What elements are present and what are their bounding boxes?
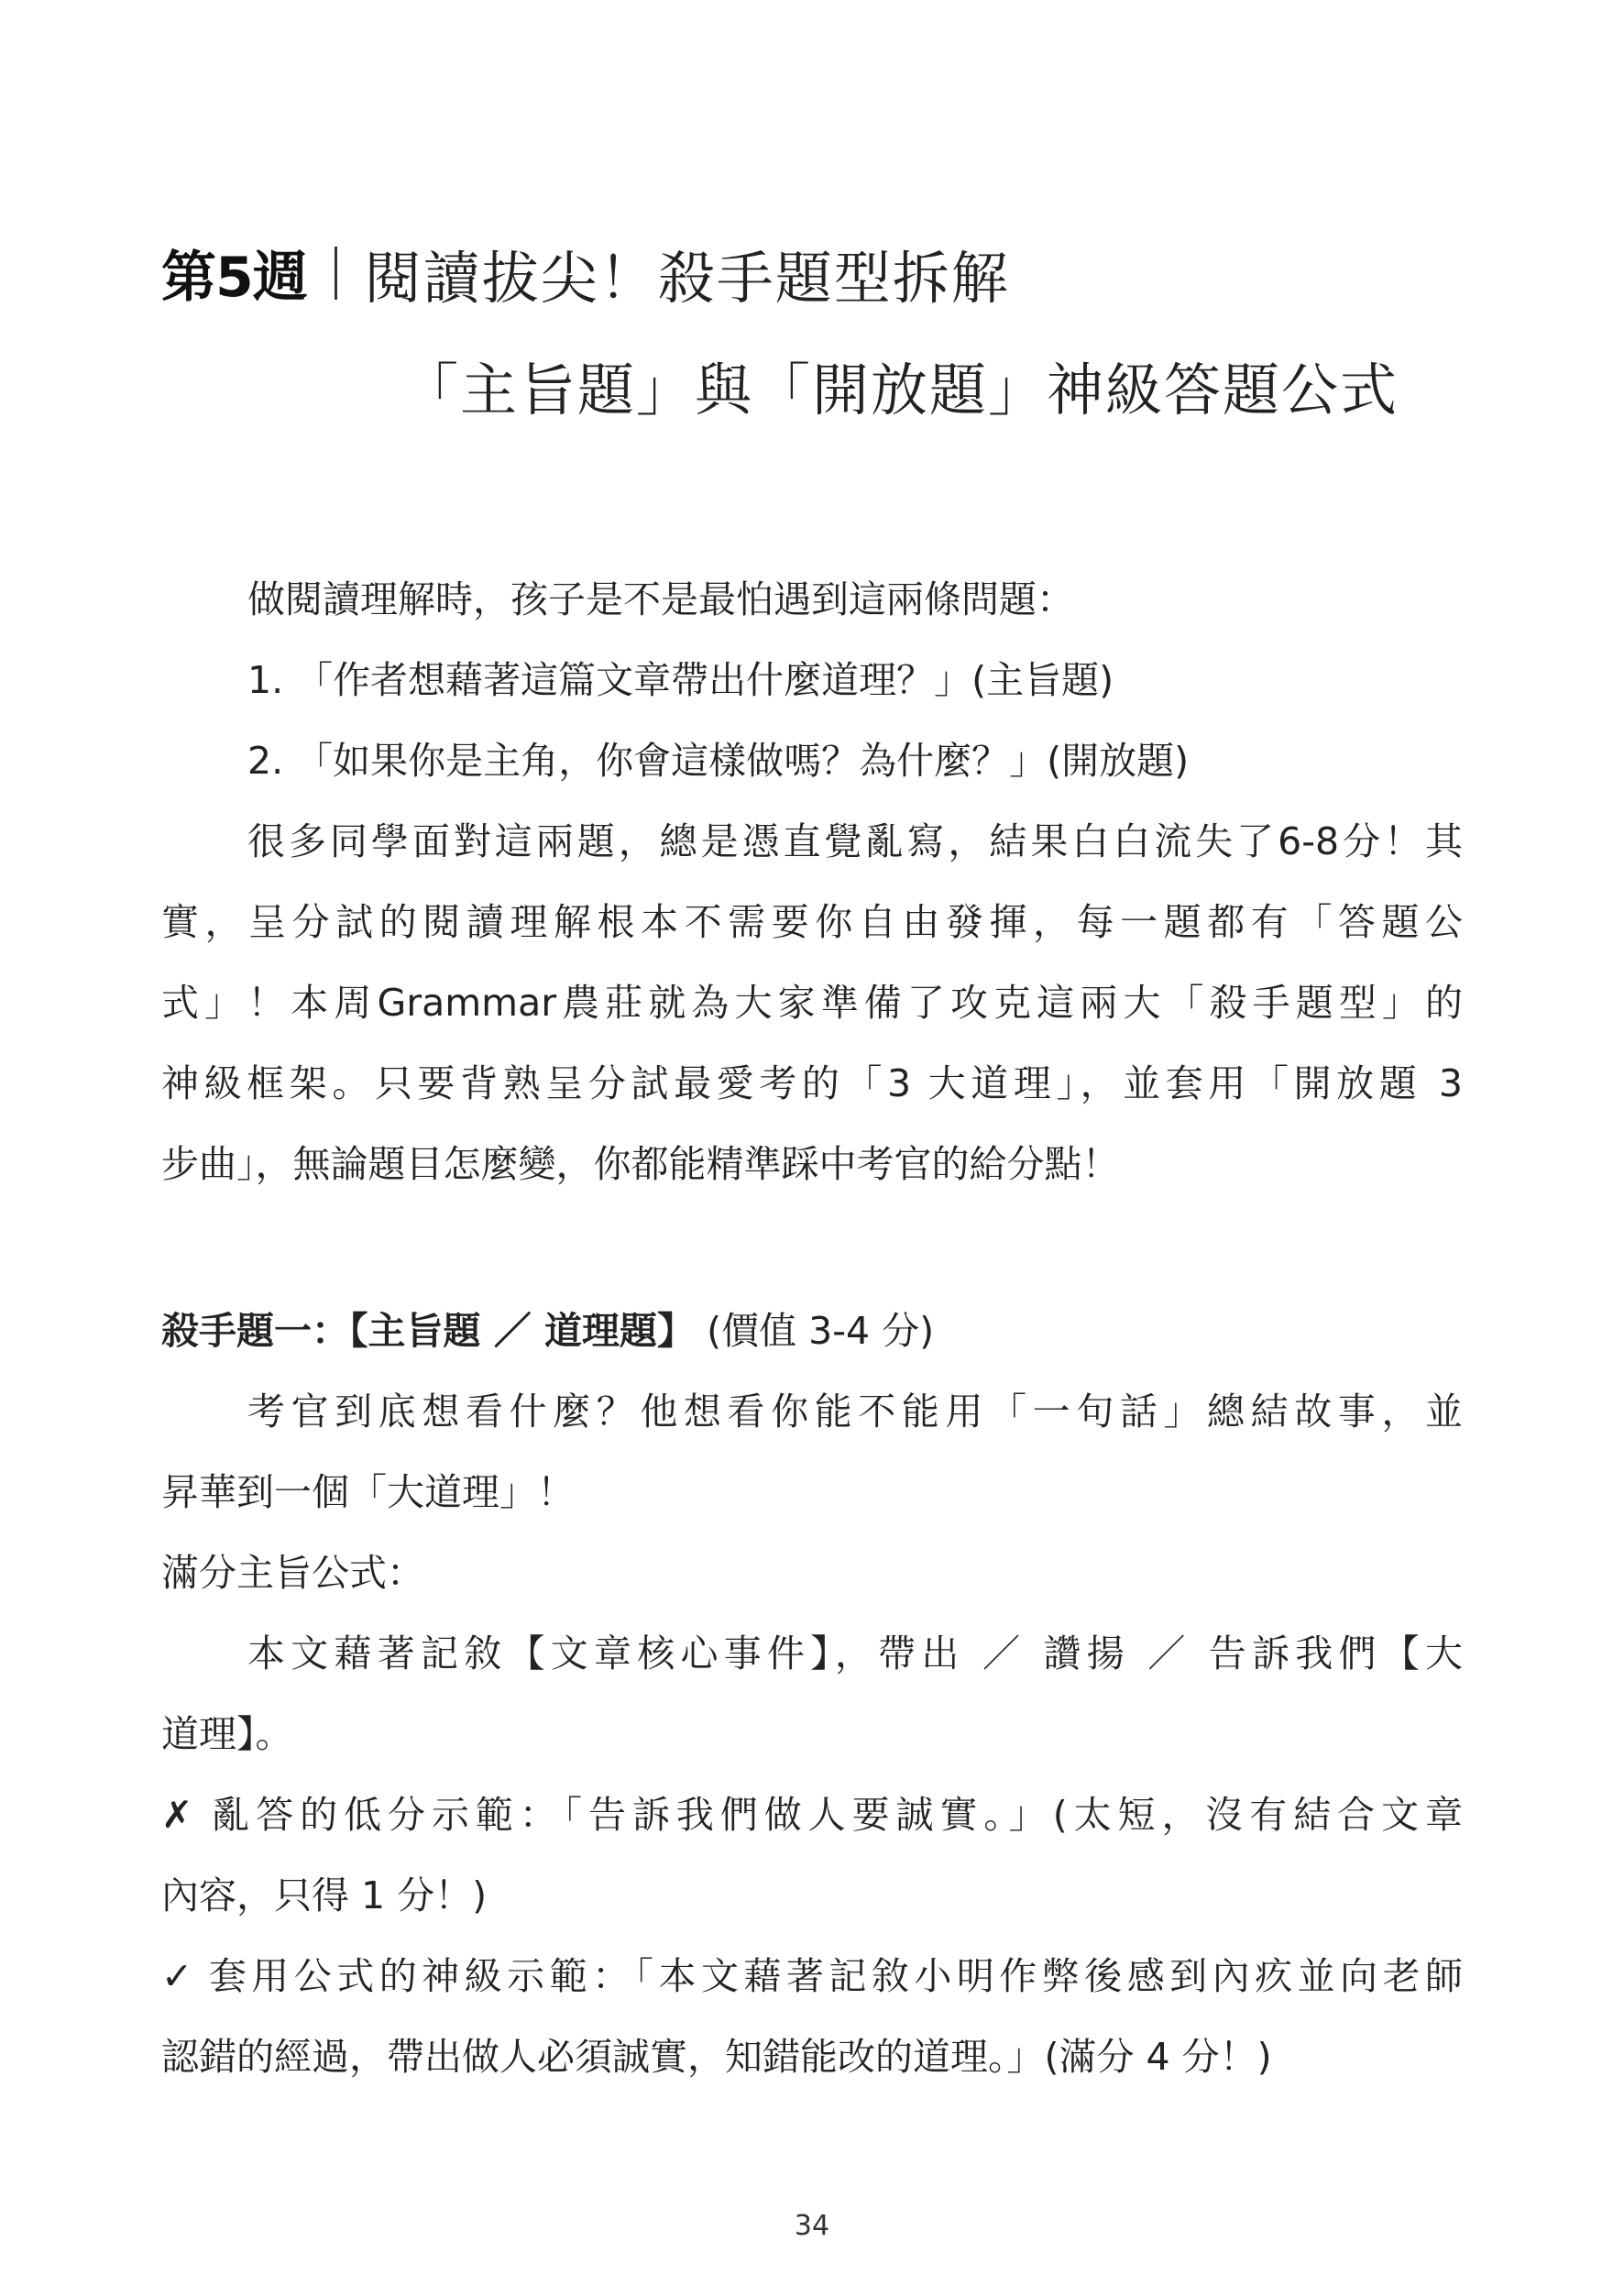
bad-example-row: 內容，只得 1 分！)	[161, 1873, 488, 1917]
good-example-row	[161, 1936, 1463, 2016]
title-divider	[335, 247, 337, 300]
title-main: 閱讀拔尖！殺手題型拆解	[364, 244, 1010, 312]
bad-example-row	[161, 1774, 1463, 1855]
section-1-heading	[161, 1291, 934, 1371]
formula-row: 道理】。	[161, 1712, 293, 1756]
good-example-row: 認錯的經過，帶出做人必須誠實，知錯能改的道理。」(滿分 4 分！)	[161, 2035, 1272, 2079]
paragraph-row: 實，呈分試的閱讀理解根本不需要你自由發揮，每一題都有「答題公	[161, 900, 1463, 944]
bad-example-text: 亂答的低分示範：「告訴我們做人要誠實。」(太短，沒有結合文章	[205, 1793, 1463, 1837]
intro-item-2: 2. 「如果你是主角，你會這樣做嗎？為什麼？」(開放題)	[247, 739, 1190, 783]
good-example	[161, 1936, 1463, 2097]
formula-label: 滿分主旨公式：	[161, 1551, 424, 1595]
intro-question: 做閱讀理解時，孩子是不是最怕遇到這兩條問題：	[247, 577, 1074, 621]
bad-example	[161, 1774, 1463, 1936]
section-1-heading-value: (價值 3-4 分)	[707, 1309, 935, 1353]
title-line-2: 「主旨題」與「開放題」神級答題公式	[401, 357, 1399, 423]
description-row: 考官到底想看什麼？他想看你能不能用「一句話」總結故事，並	[247, 1390, 1463, 1434]
page-number: 34	[794, 2210, 830, 2242]
paragraph-row: 步曲」，無論題目怎麼變，你都能精準踩中考官的給分點！	[161, 1142, 1120, 1186]
paragraph-row: 很多同學面對這兩題，總是憑直覺亂寫，結果白白流失了6-8分！其	[247, 819, 1463, 863]
good-example-text: 套用公式的神級示範：「本文藉著記敘小明作弊後感到內疚並向老師	[203, 1954, 1463, 1998]
paragraph-row: 神級框架。只要背熟呈分試最愛考的「3 大道理」，並套用「開放題 3	[161, 1061, 1463, 1105]
formula-row: 本文藉著記敘【文章核心事件】，帶出 ／ 讚揚 ／ 告訴我們【大	[247, 1631, 1463, 1675]
description-row: 昇華到一個「大道理」！	[161, 1470, 575, 1514]
paragraph-row: 式」！本周Grammar農莊就為大家準備了攻克這兩大「殺手題型」的	[161, 981, 1463, 1025]
cross-icon: ✗	[161, 1793, 193, 1837]
section-1-heading-title: 殺手題一：【主旨題 ／ 道理題】	[161, 1309, 696, 1353]
intro-item-1: 1. 「作者想藉著這篇文章帶出什麼道理？」(主旨題)	[247, 658, 1114, 702]
intro-paragraph	[161, 801, 1463, 1204]
formula-text	[161, 1613, 1463, 1774]
section-1-description	[161, 1371, 1463, 1532]
week-label: 第5週	[161, 246, 307, 310]
title-line-1	[161, 236, 1010, 310]
check-icon: ✓	[161, 1954, 193, 1998]
